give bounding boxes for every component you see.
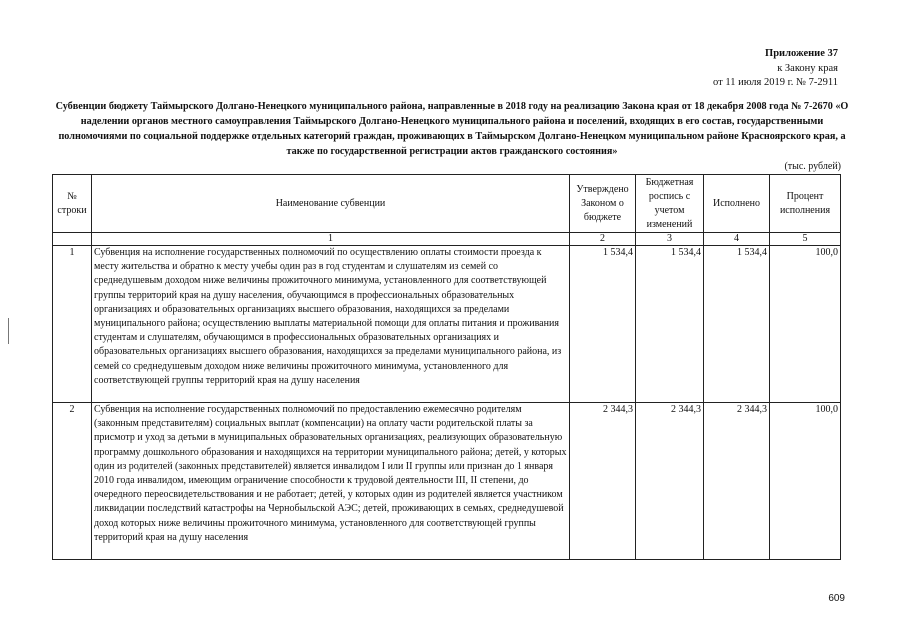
header-executed: Исполнено — [704, 175, 770, 233]
row-executed: 1 534,4 — [704, 246, 770, 403]
appendix-law: к Закону края — [777, 62, 838, 74]
margin-mark — [8, 318, 9, 344]
row-budget: 1 534,4 — [636, 246, 704, 403]
appendix-title: Приложение 37 — [765, 48, 838, 59]
colnum-1: 1 — [92, 233, 570, 246]
row-budget: 2 344,3 — [636, 403, 704, 560]
column-number-row — [53, 233, 841, 246]
row-name: Субвенция на исполнение государственных полномочий по предоставлению ежемесячно родителям (законным представителям) социальных выплат (компенсации) на оплату части родительской платы за присмотр и уход за детьми в муниципальных образовательных организациях, реализующих образовательную программу дошкольного образования и находящихся на территории муниципального района; детей, у которых один из родителей (законных представителей) является инвалидом I или II группы или признан до 1 января 2010 года инвалидом, имеющим ограничение способности к трудовой деятельности III, II степени, до очередного переосвидетельствования и не работает; детей, у которых один из родителей является участником ликвидации последствий катастрофы на Чернобыльской АЭС; детей, проживающих в семьях, среднедушевой доход которых ниже величины прожиточного минимума, установленного для соответствующей группы территорий края на душу населения — [92, 403, 570, 560]
row-approved: 1 534,4 — [570, 246, 636, 403]
document-title: Субвенции бюджету Таймырского Долгано-Ненецкого муниципального района, направленные в 2018 году на реализацию Закона края от 18 декабря 2008 года № 7-2670 «О наделении органов местного самоуправления Таймырского Долгано-Ненецкого муниципального района и поселений, входящих в его состав, государственными полномочиями по социальной поддержке отдельных категорий граждан, проживающих в Таймырском Долгано-Ненецком муниципальном районе Красноярского края, а также по государственной регистрации актов гражданского состояния» — [55, 101, 849, 157]
page-number: 609 — [828, 593, 845, 604]
subvention-table — [52, 174, 841, 560]
table-header-row — [53, 175, 841, 233]
appendix-block — [713, 47, 838, 91]
header-approved: Утверждено Законом о бюджете — [570, 175, 636, 233]
appendix-date: от 11 июля 2019 г. № 7-2911 — [713, 77, 838, 88]
row-approved: 2 344,3 — [570, 403, 636, 560]
row-number: 2 — [53, 403, 92, 560]
colnum-empty — [53, 233, 92, 246]
header-name: Наименование субвенции — [92, 175, 570, 233]
header-row-number: № строки — [53, 175, 92, 233]
row-name: Субвенция на исполнение государственных полномочий по осуществлению оплаты стоимости проезда к месту жительства и обратно к месту учебы один раз в год студентам и слушателям из семей со среднедушевым доходом ниже величины прожиточного минимума, установленного для соответствующей группы территорий края на душу населения, обучающимся в профессиональных образовательных организациях и образовательных организациях высшего образования, находящихся за пределами муниципального района; осуществлению выплаты материальной помощи для оплаты питания и проживания студентам и слушателям, обучающимся в профессиональных образовательных организациях и образовательных организациях высшего образования, находящихся за пределами муниципального района, из семей со среднедушевым доходом ниже величины прожиточного минимума, установленного для соответствующей группы территорий края на душу населения — [92, 246, 570, 403]
units-label: (тыс. рублей) — [784, 161, 841, 172]
header-budget: Бюджетная роспись с учетом изменений — [636, 175, 704, 233]
colnum-4: 4 — [704, 233, 770, 246]
table-row — [53, 246, 841, 403]
row-percent: 100,0 — [770, 403, 841, 560]
colnum-3: 3 — [636, 233, 704, 246]
colnum-5: 5 — [770, 233, 841, 246]
row-number: 1 — [53, 246, 92, 403]
table-row — [53, 403, 841, 560]
row-executed: 2 344,3 — [704, 403, 770, 560]
colnum-2: 2 — [570, 233, 636, 246]
row-percent: 100,0 — [770, 246, 841, 403]
header-percent: Процент исполнения — [770, 175, 841, 233]
